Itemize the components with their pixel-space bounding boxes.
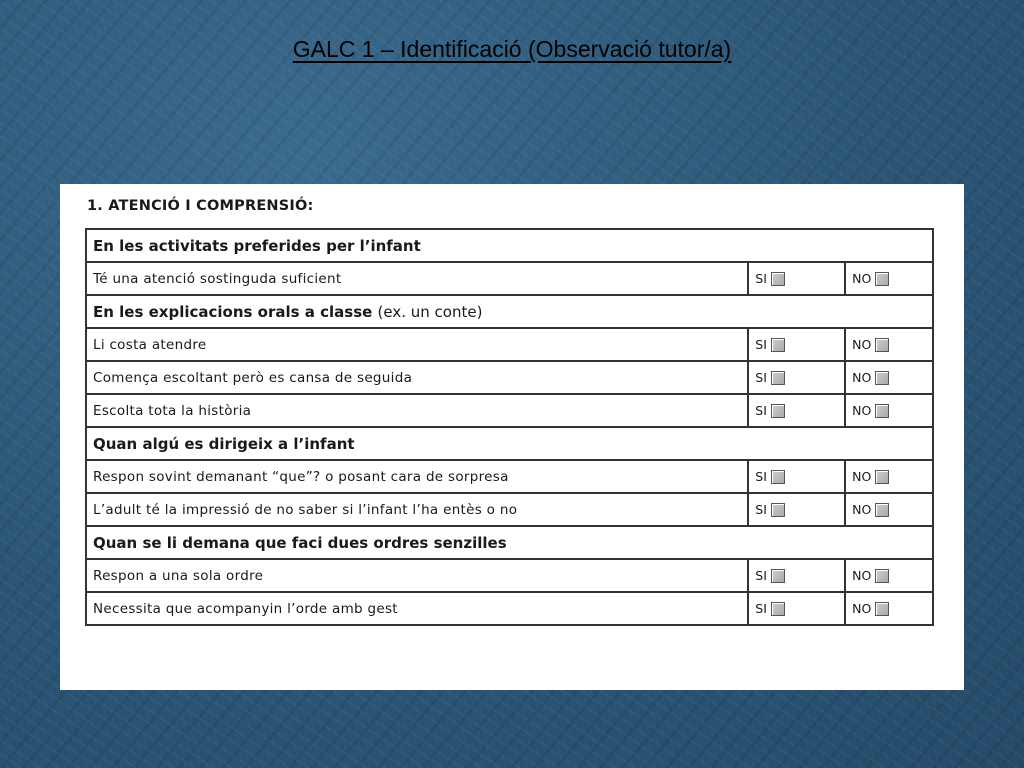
question-text: Té una atenció sostinguda suficient (86, 262, 748, 295)
question-row (86, 394, 933, 427)
si-label: SI (755, 403, 767, 418)
si-option-cell (748, 559, 845, 592)
questionnaire-panel (60, 184, 964, 690)
si-label: SI (755, 469, 767, 484)
question-row (86, 328, 933, 361)
no-option-cell (845, 361, 933, 394)
section-heading: 1. ATENCIÓ I COMPRENSIÓ: (87, 198, 314, 214)
no-option-cell (845, 559, 933, 592)
no-option-cell (845, 394, 933, 427)
question-row (86, 559, 933, 592)
question-row (86, 460, 933, 493)
si-option[interactable] (755, 568, 785, 583)
group-heading-text: Quan algú es dirigeix a l’infant (93, 434, 355, 453)
si-label: SI (755, 271, 767, 286)
si-label: SI (755, 568, 767, 583)
si-option-cell (748, 361, 845, 394)
no-option-cell (845, 262, 933, 295)
question-text: L’adult té la impressió de no saber si l’infant l’ha entès o no (86, 493, 748, 526)
no-label: NO (852, 271, 872, 286)
si-option[interactable] (755, 337, 785, 352)
no-checkbox[interactable] (875, 569, 889, 583)
si-checkbox[interactable] (771, 272, 785, 286)
group-header-row (86, 526, 933, 559)
group-heading (86, 427, 933, 460)
no-checkbox[interactable] (875, 470, 889, 484)
no-option-cell (845, 592, 933, 625)
si-option[interactable] (755, 370, 785, 385)
group-header-row (86, 229, 933, 262)
no-label: NO (852, 568, 872, 583)
question-text: Li costa atendre (86, 328, 748, 361)
no-checkbox[interactable] (875, 602, 889, 616)
no-checkbox[interactable] (875, 338, 889, 352)
no-option[interactable] (852, 403, 889, 418)
si-label: SI (755, 370, 767, 385)
no-option[interactable] (852, 370, 889, 385)
no-option[interactable] (852, 469, 889, 484)
si-option-cell (748, 460, 845, 493)
group-heading-note: (ex. un conte) (377, 302, 483, 321)
si-checkbox[interactable] (771, 602, 785, 616)
no-option-cell (845, 460, 933, 493)
no-option[interactable] (852, 271, 889, 286)
si-checkbox[interactable] (771, 371, 785, 385)
observation-table (85, 228, 934, 626)
group-heading-text: En les activitats preferides per l’infant (93, 236, 421, 255)
si-checkbox[interactable] (771, 470, 785, 484)
group-heading-text: En les explicacions orals a classe (93, 302, 373, 321)
question-row (86, 262, 933, 295)
slide-title: GALC 1 – Identificació (Observació tutor/a) (292, 36, 732, 62)
si-checkbox[interactable] (771, 569, 785, 583)
no-option[interactable] (852, 601, 889, 616)
question-text: Respon sovint demanant “que”? o posant cara de sorpresa (86, 460, 748, 493)
no-option-cell (845, 328, 933, 361)
si-option[interactable] (755, 469, 785, 484)
no-label: NO (852, 601, 872, 616)
no-checkbox[interactable] (875, 404, 889, 418)
no-option[interactable] (852, 502, 889, 517)
si-checkbox[interactable] (771, 404, 785, 418)
group-heading (86, 229, 933, 262)
si-label: SI (755, 601, 767, 616)
si-checkbox[interactable] (771, 503, 785, 517)
si-option-cell (748, 262, 845, 295)
si-label: SI (755, 502, 767, 517)
no-label: NO (852, 502, 872, 517)
si-option-cell (748, 394, 845, 427)
question-row (86, 493, 933, 526)
si-checkbox[interactable] (771, 338, 785, 352)
question-row (86, 592, 933, 625)
no-option[interactable] (852, 337, 889, 352)
group-heading (86, 295, 933, 328)
no-checkbox[interactable] (875, 371, 889, 385)
si-option[interactable] (755, 271, 785, 286)
group-header-row (86, 427, 933, 460)
question-text: Escolta tota la història (86, 394, 748, 427)
no-checkbox[interactable] (875, 503, 889, 517)
question-text: Necessita que acompanyin l’orde amb gest (86, 592, 748, 625)
question-text: Respon a una sola ordre (86, 559, 748, 592)
si-option[interactable] (755, 403, 785, 418)
no-label: NO (852, 337, 872, 352)
no-label: NO (852, 370, 872, 385)
si-option-cell (748, 328, 845, 361)
si-option-cell (748, 493, 845, 526)
si-option-cell (748, 592, 845, 625)
question-row (86, 361, 933, 394)
si-option[interactable] (755, 502, 785, 517)
si-label: SI (755, 337, 767, 352)
group-header-row (86, 295, 933, 328)
no-label: NO (852, 403, 872, 418)
no-option[interactable] (852, 568, 889, 583)
no-label: NO (852, 469, 872, 484)
no-checkbox[interactable] (875, 272, 889, 286)
group-heading (86, 526, 933, 559)
no-option-cell (845, 493, 933, 526)
question-text: Comença escoltant però es cansa de seguida (86, 361, 748, 394)
si-option[interactable] (755, 601, 785, 616)
group-heading-text: Quan se li demana que faci dues ordres senzilles (93, 533, 507, 552)
